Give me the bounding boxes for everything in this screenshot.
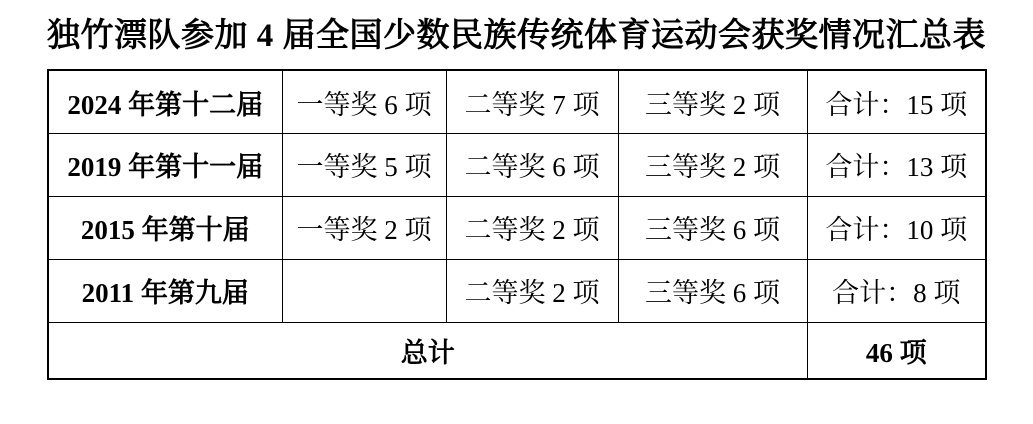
awards-table bbox=[47, 69, 987, 380]
table-row bbox=[48, 259, 986, 322]
subtotal-cell: 合计：8 项 bbox=[807, 259, 986, 322]
subtotal-cell: 合计：15 项 bbox=[807, 70, 986, 133]
first-prize-cell bbox=[282, 259, 446, 322]
table-row bbox=[48, 70, 986, 133]
first-prize-cell: 一等奖 6 项 bbox=[282, 70, 446, 133]
page-title: 独竹漂队参加 4 届全国少数民族传统体育运动会获奖情况汇总表 bbox=[47, 18, 986, 54]
first-prize-cell: 一等奖 5 项 bbox=[282, 133, 446, 196]
subtotal-cell: 合计：13 项 bbox=[807, 133, 986, 196]
second-prize-cell: 二等奖 2 项 bbox=[446, 196, 618, 259]
third-prize-cell: 三等奖 2 项 bbox=[618, 70, 807, 133]
total-value-cell: 46 项 bbox=[807, 322, 986, 379]
subtotal-cell: 合计：10 项 bbox=[807, 196, 986, 259]
third-prize-cell: 三等奖 2 项 bbox=[618, 133, 807, 196]
session-cell: 2024 年第十二届 bbox=[48, 70, 282, 133]
second-prize-cell: 二等奖 2 项 bbox=[446, 259, 618, 322]
session-cell: 2015 年第十届 bbox=[48, 196, 282, 259]
third-prize-cell: 三等奖 6 项 bbox=[618, 259, 807, 322]
total-row bbox=[48, 322, 986, 379]
table-row bbox=[48, 133, 986, 196]
second-prize-cell: 二等奖 6 项 bbox=[446, 133, 618, 196]
session-cell: 2011 年第九届 bbox=[48, 259, 282, 322]
total-label-cell: 总计 bbox=[48, 322, 807, 379]
session-cell: 2019 年第十一届 bbox=[48, 133, 282, 196]
third-prize-cell: 三等奖 6 项 bbox=[618, 196, 807, 259]
second-prize-cell: 二等奖 7 项 bbox=[446, 70, 618, 133]
table-row bbox=[48, 196, 986, 259]
first-prize-cell: 一等奖 2 项 bbox=[282, 196, 446, 259]
